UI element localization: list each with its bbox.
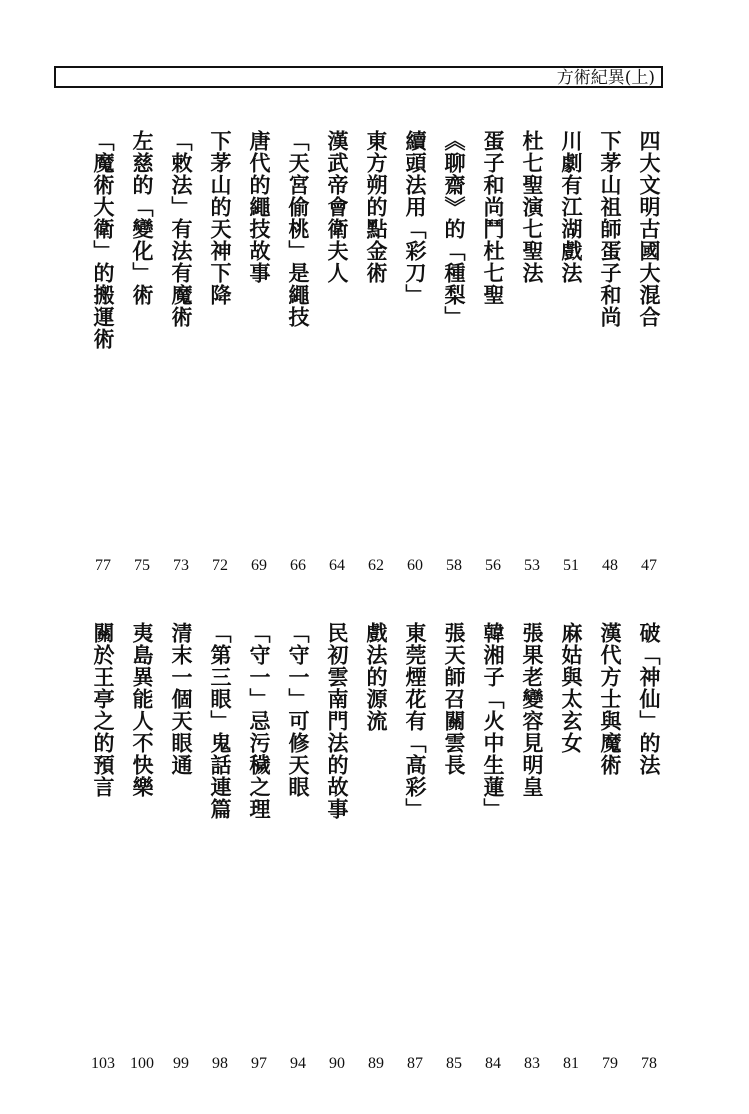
entry-title: 張果老變容見明皇: [520, 622, 545, 798]
entry-title: 「守一」忌污穢之理: [247, 622, 272, 820]
entry-page-number: 69: [251, 557, 267, 574]
entry-page-number: 47: [641, 557, 657, 574]
entry-title: 漢武帝會衛夫人: [325, 130, 350, 284]
entry-page-number: 75: [134, 557, 150, 574]
entry-page-number: 66: [290, 557, 306, 574]
entry-title: 下茅山的天神下降: [208, 130, 233, 306]
entry-page-number: 83: [524, 1055, 540, 1072]
entry-title: 左慈的「變化」術: [130, 130, 155, 306]
entry-page-number: 94: [290, 1055, 306, 1072]
entry-title: 下茅山祖師蛋子和尚: [598, 130, 623, 328]
entry-page-number: 100: [130, 1055, 154, 1072]
entry-title: 麻姑與太玄女: [559, 622, 584, 754]
entry-title: 「守一」可修天眼: [286, 622, 311, 798]
entry-title: 杜七聖演七聖法: [520, 130, 545, 284]
entry-title: 川劇有江湖戲法: [559, 130, 584, 284]
entry-page-number: 84: [485, 1055, 501, 1072]
running-header: [54, 66, 663, 88]
entry-page-number: 53: [524, 557, 540, 574]
entry-title: 續頭法用「彩刀」: [403, 130, 428, 306]
entry-title: 破「神仙」的法: [637, 622, 662, 776]
entry-title: 清末一個天眼通: [169, 622, 194, 776]
entry-title: 民初雲南門法的故事: [325, 622, 350, 820]
entry-page-number: 60: [407, 557, 423, 574]
entry-page-number: 64: [329, 557, 345, 574]
entry-title: 四大文明古國大混合: [637, 130, 662, 328]
entry-page-number: 78: [641, 1055, 657, 1072]
entry-title: 「敕法」有法有魔術: [169, 130, 194, 328]
entry-page-number: 51: [563, 557, 579, 574]
entry-title: 「第三眼」鬼話連篇: [208, 622, 233, 820]
entry-title: 漢代方士與魔術: [598, 622, 623, 776]
entry-title: 「天宮偷桃」是繩技: [286, 130, 311, 328]
entry-page-number: 79: [602, 1055, 618, 1072]
entry-page-number: 97: [251, 1055, 267, 1072]
entry-title: 東方朔的點金術: [364, 130, 389, 284]
entry-title: 戲法的源流: [364, 622, 389, 732]
entry-page-number: 103: [91, 1055, 115, 1072]
header-title: 方術紀異(上): [556, 68, 655, 88]
entry-page-number: 56: [485, 557, 501, 574]
entry-title: 張天師召關雲長: [442, 622, 467, 776]
entry-page-number: 99: [173, 1055, 189, 1072]
entry-page-number: 77: [95, 557, 111, 574]
entry-title: 東莞煙花有「高彩」: [403, 622, 428, 820]
entry-page-number: 81: [563, 1055, 579, 1072]
entry-page-number: 89: [368, 1055, 384, 1072]
entry-page-number: 73: [173, 557, 189, 574]
entry-page-number: 87: [407, 1055, 423, 1072]
entry-title: 夷島異能人不快樂: [130, 622, 155, 798]
entry-page-number: 98: [212, 1055, 228, 1072]
entry-title: 蛋子和尚鬥杜七聖: [481, 130, 506, 306]
entry-page-number: 90: [329, 1055, 345, 1072]
entry-title: 韓湘子「火中生蓮」: [481, 622, 506, 820]
entry-title: 關於王亭之的預言: [91, 622, 116, 798]
entry-page-number: 72: [212, 557, 228, 574]
entry-title: 《聊齋》的「種梨」: [442, 130, 467, 328]
entry-title: 「魔術大衛」的搬運術: [91, 130, 116, 350]
entry-page-number: 85: [446, 1055, 462, 1072]
entry-title: 唐代的繩技故事: [247, 130, 272, 284]
entry-page-number: 62: [368, 557, 384, 574]
entry-page-number: 58: [446, 557, 462, 574]
entry-page-number: 48: [602, 557, 618, 574]
